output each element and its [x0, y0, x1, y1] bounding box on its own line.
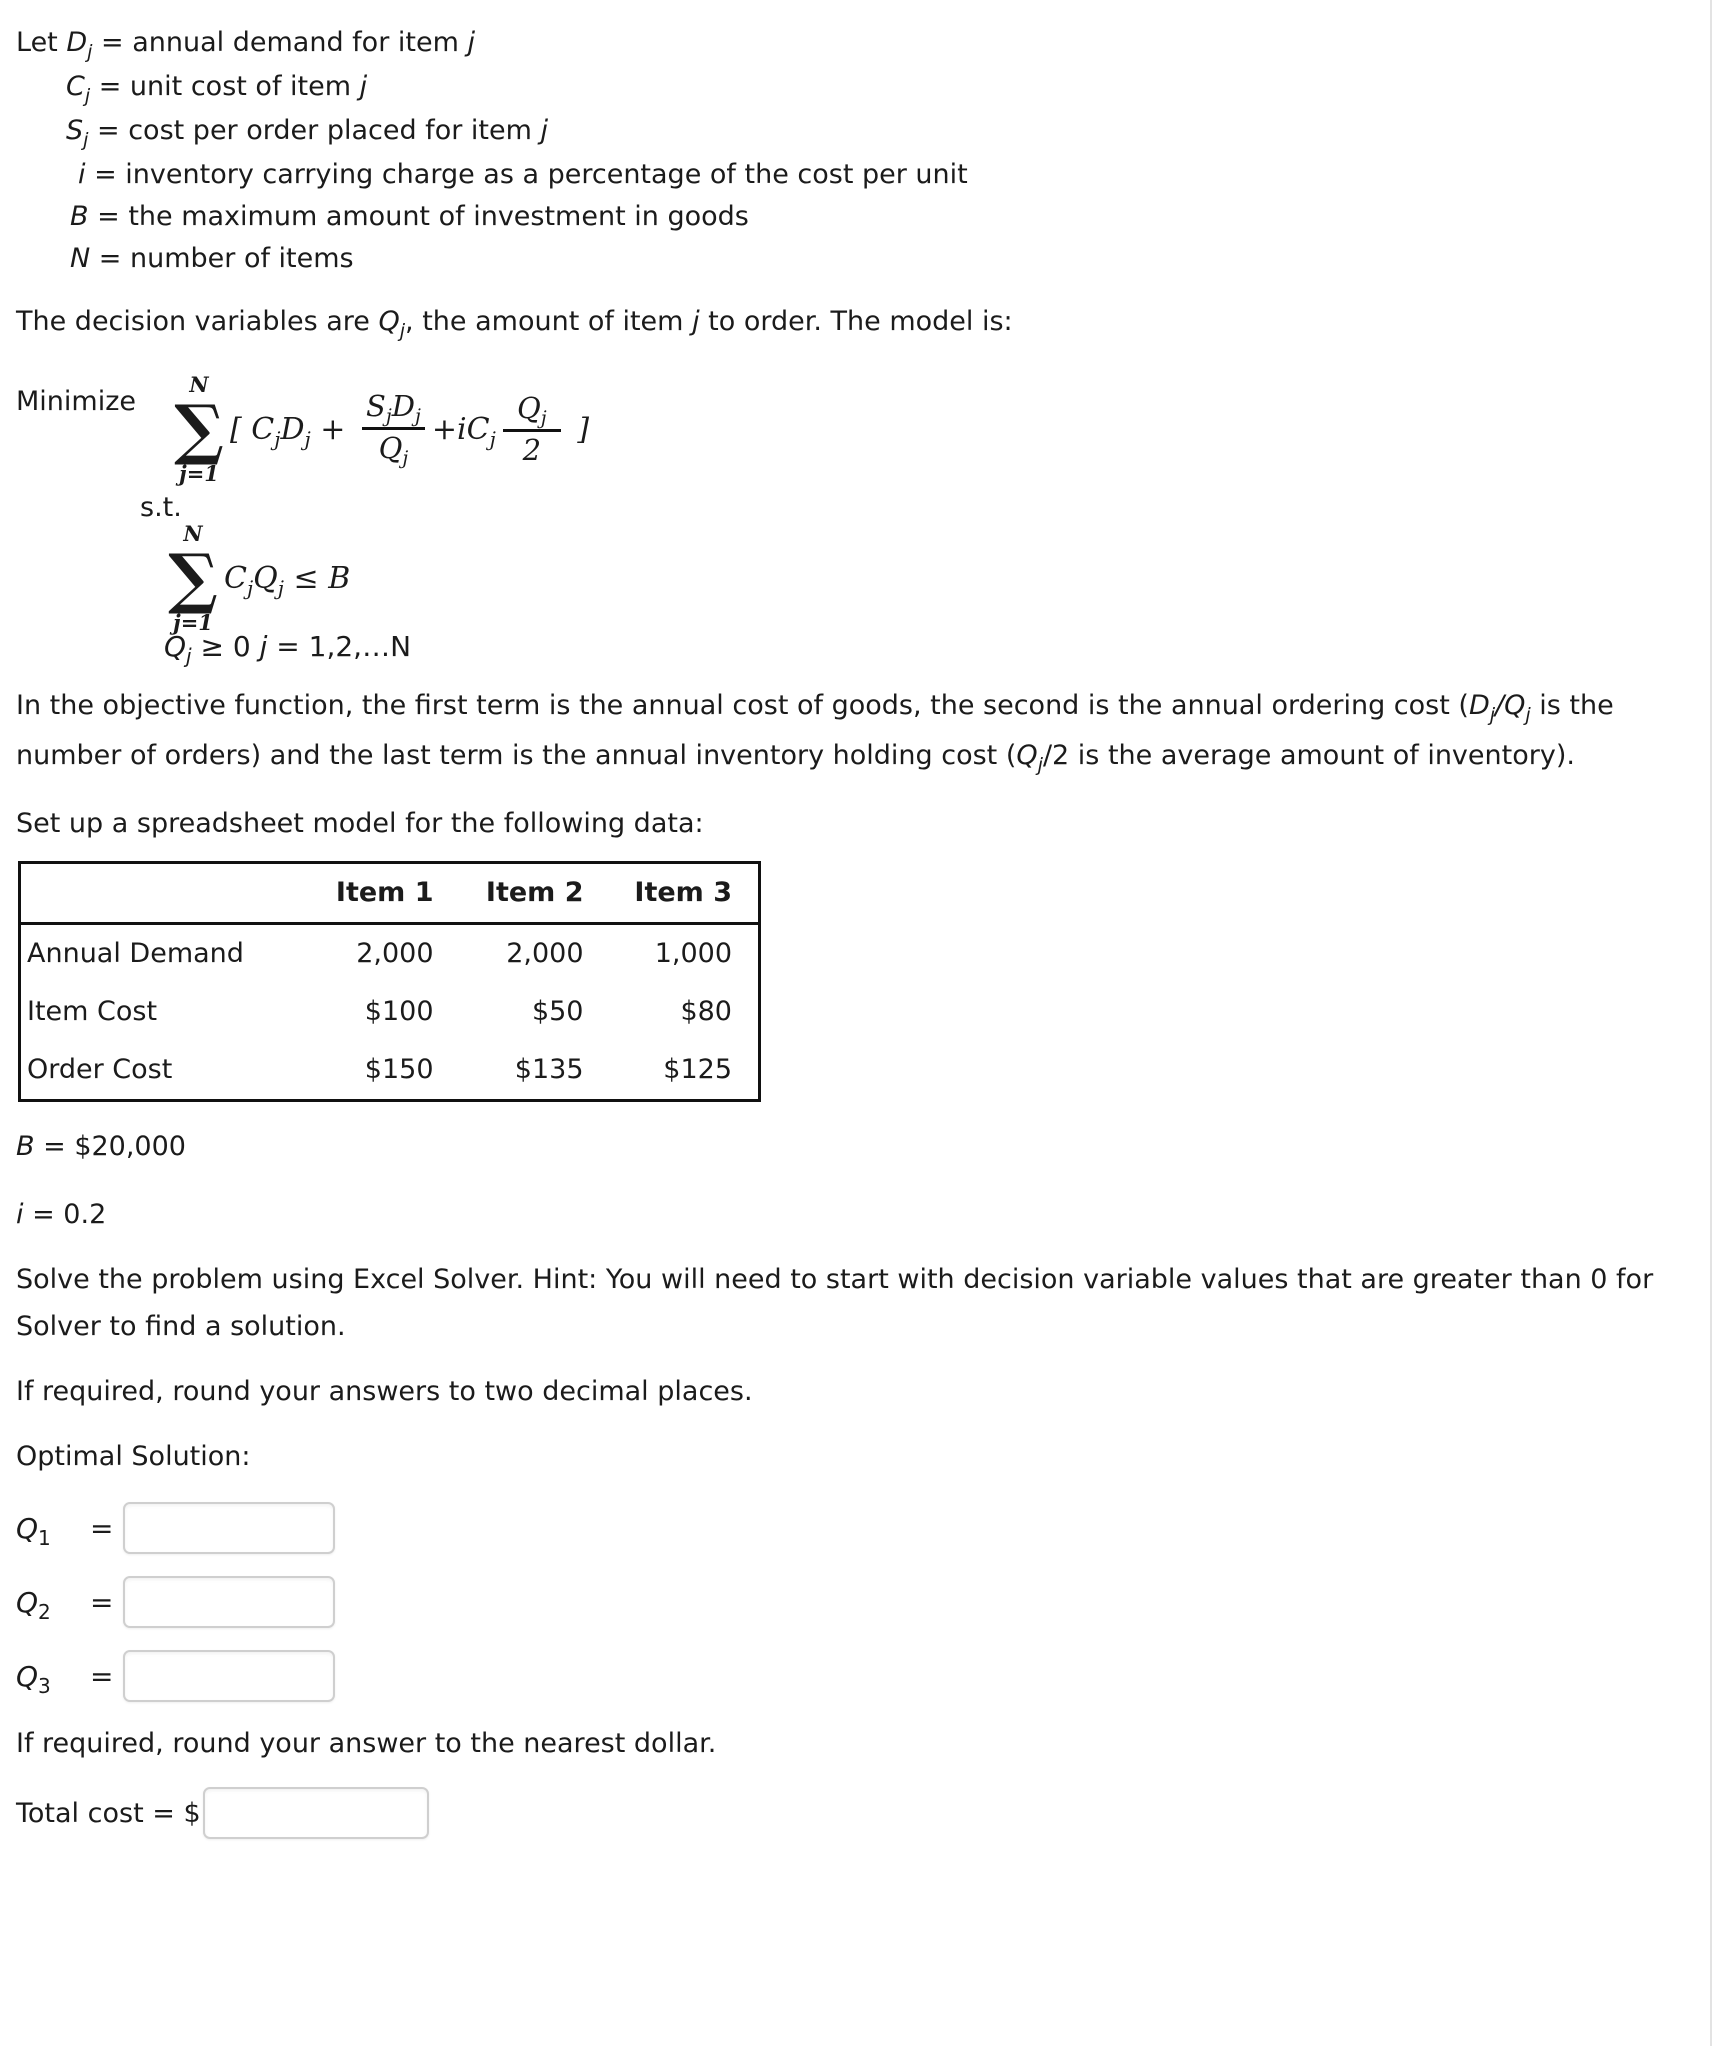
summation-symbol-constraint: [162, 521, 224, 635]
subscript-j: j: [87, 41, 93, 63]
constraint-C-sub: j: [246, 575, 254, 600]
table-row: [20, 1041, 760, 1101]
cell-order-cost-item-2: $135: [514, 1054, 584, 1085]
sigma-glyph-constraint: ∑: [168, 539, 218, 617]
parameter-value-i: = 0.2: [23, 1199, 107, 1230]
symbol-N: N: [70, 243, 91, 274]
subject-to-label: s.t.: [140, 492, 182, 523]
parameter-budget: [16, 1124, 1684, 1170]
objective-explanation-paragraph: [16, 682, 1684, 782]
fraction-numerator-SD: [362, 388, 425, 427]
definition-line-S: [16, 110, 1684, 154]
subscript-j: j: [83, 129, 89, 151]
item-data-table: [18, 861, 761, 1102]
parameter-symbol-i: i: [16, 1199, 24, 1230]
symbol-B: B: [70, 201, 89, 232]
italic-j-S: j: [540, 115, 548, 146]
table-header-row: [20, 863, 760, 924]
answer-input-q1[interactable]: [123, 1502, 335, 1554]
optimal-solution-label: Optimal Solution:: [16, 1441, 251, 1472]
symbol-S: S: [66, 115, 84, 146]
term-D-sub: j: [304, 426, 311, 451]
definition-text-N: = number of items: [90, 243, 354, 274]
nonneg-Q-sub: j: [186, 644, 192, 668]
definition-text-S: = cost per order placed for item: [88, 115, 541, 146]
definition-line-i: [16, 154, 1684, 196]
table-corner-cell: [20, 863, 310, 924]
equals-sign-q2: =: [90, 1585, 114, 1619]
constraint-Q-sub: j: [277, 575, 284, 600]
plus-sign-1: [311, 412, 355, 447]
num-S: S: [365, 388, 386, 423]
cell-annual-demand-item-2: 2,000: [506, 938, 584, 969]
rounding-note-dollar: If required, round your answer to the nearest dollar.: [16, 1728, 717, 1759]
term-cost-of-goods: [242, 411, 311, 451]
total-cost-input[interactable]: [203, 1787, 429, 1839]
sum-upper-limit-constraint: N: [183, 521, 203, 546]
cell-item-cost-item-1: $100: [364, 996, 434, 1027]
sigma-glyph: ∑: [174, 390, 224, 468]
answer-subscript-q2: 2: [38, 1599, 51, 1624]
row-label-order-cost: Order Cost: [27, 1054, 173, 1085]
nonneg-j: j: [259, 630, 268, 663]
term-C-sub: j: [274, 426, 281, 451]
plus-sign-2: [432, 412, 457, 447]
parameter-carrying-charge: [16, 1192, 1684, 1238]
objective-bracket-close: [568, 412, 589, 447]
fraction-denominator-2: 2: [522, 432, 542, 467]
budget-constraint: [162, 521, 351, 635]
cell-item-cost-item-2: $50: [531, 996, 584, 1027]
table-row: [20, 924, 760, 984]
num-S-sub: j: [385, 404, 392, 427]
total-cost-label: Total cost = $: [16, 1797, 201, 1829]
answer-symbol-q1: Q: [16, 1511, 39, 1545]
rounding-note-decimals: If required, round your answers to two decimal places.: [16, 1376, 753, 1407]
symbol-i: i: [78, 159, 86, 190]
cell-order-cost-item-3: $125: [663, 1054, 732, 1085]
cell-order-cost-item-1: $150: [364, 1054, 434, 1085]
decision-text-2: , the amount of item: [405, 306, 693, 337]
let-prefix: Let: [16, 27, 67, 58]
constraint-relation: ≤: [293, 560, 319, 596]
italic-j-C: j: [359, 71, 368, 102]
explain-Q: Q: [1504, 690, 1526, 721]
objective-function: [168, 374, 589, 484]
fraction-average-inventory: [503, 390, 561, 467]
italic-j-D: j: [467, 27, 475, 58]
objective-bracket-open: [: [230, 411, 242, 447]
decision-text-1: The decision variables are: [16, 306, 379, 337]
equals-sign-q3: =: [90, 1659, 114, 1693]
decision-var-j: j: [692, 306, 700, 337]
term-C2: C: [466, 411, 490, 447]
num-Q: Q: [516, 390, 541, 425]
den-Q: Q: [378, 430, 403, 465]
decision-variables-paragraph: [16, 298, 1684, 348]
nonneg-relation: ≥ 0: [191, 630, 260, 663]
term-holding-cost: [457, 411, 496, 451]
definition-text-B: = the maximum amount of investment in goods: [88, 201, 749, 232]
term-D: D: [280, 411, 305, 447]
answer-row-q3: [16, 1650, 1684, 1702]
optimization-model: [16, 372, 1684, 668]
explain-text-3: /2 is the average amount of inventory).: [1042, 740, 1575, 771]
cell-annual-demand-item-3: 1,000: [654, 938, 732, 969]
explain-Q-sub: j: [1525, 704, 1531, 726]
sum-lower-limit: j=1: [179, 461, 219, 486]
definition-text-i: = inventory carrying charge as a percentage of the cost per unit: [85, 159, 968, 190]
num-D: D: [391, 388, 415, 423]
bracket-close: ]: [577, 411, 590, 447]
explain-D-sub: j: [1489, 704, 1496, 726]
definition-text-C: = unit cost of item: [90, 71, 360, 102]
fraction-ordering-cost: [362, 388, 425, 469]
cell-item-cost-item-3: $80: [680, 996, 732, 1027]
constraint-rhs-B: B: [328, 560, 351, 596]
plus-1: +: [320, 411, 346, 447]
fraction-numerator-Q: [513, 390, 551, 429]
answer-symbol-q3: Q: [16, 1659, 39, 1693]
summation-symbol-objective: [168, 372, 230, 486]
decision-var-Q-sub: j: [399, 320, 406, 342]
explain-Q2-sub: j: [1037, 754, 1043, 776]
table-head: [20, 863, 760, 924]
symbol-C: C: [66, 71, 85, 102]
column-header-item-1: Item 1: [310, 863, 460, 924]
num-Q-sub: j: [540, 406, 547, 429]
plus-2: +: [431, 411, 458, 447]
nonnegativity-constraint: [164, 630, 412, 668]
table-body: [20, 924, 760, 1101]
explain-D: D: [1468, 690, 1490, 721]
row-label-item-cost: Item Cost: [27, 996, 158, 1027]
symbol-D: D: [66, 27, 88, 58]
term-C2-sub: j: [489, 426, 496, 451]
answer-subscript-q3: 3: [38, 1673, 51, 1698]
setup-prompt: Set up a spreadsheet model for the following data:: [16, 808, 704, 839]
answer-row-q1: [16, 1502, 1684, 1554]
constraint-Q: Q: [253, 560, 278, 596]
answer-subscript-q1: 1: [38, 1525, 51, 1550]
definition-line-C: [16, 66, 1684, 110]
decision-text-3: to order. The model is:: [699, 306, 1013, 337]
constraint-C: C: [224, 560, 247, 596]
term-i: i: [457, 411, 467, 447]
answer-label-q3: [16, 1659, 90, 1698]
cell-annual-demand-item-1: 2,000: [356, 938, 434, 969]
solve-instruction: Solve the problem using Excel Solver. Hint: You will need to start with decision variable values that are greater than 0 for Solver to find a solution.: [16, 1264, 1654, 1342]
minimize-label: Minimize: [16, 386, 136, 417]
nonneg-range: = 1,2,…N: [267, 630, 412, 663]
term-C: C: [251, 411, 275, 447]
den-Q-sub: j: [402, 446, 409, 469]
decision-var-Q: Q: [378, 306, 400, 337]
num-D-sub: j: [414, 404, 421, 427]
column-header-item-3: Item 3: [610, 863, 760, 924]
subscript-j: j: [84, 85, 91, 107]
explain-Q2: Q: [1016, 740, 1038, 771]
explain-text-1: In the objective function, the first term is the annual cost of goods, the second is the annual ordering cost (: [16, 690, 1469, 721]
column-header-item-2: Item 2: [460, 863, 610, 924]
nonneg-Q: Q: [164, 630, 187, 663]
definition-line-D: [16, 22, 1684, 66]
definition-line-B: [16, 196, 1684, 238]
sum-upper-limit: N: [189, 372, 209, 397]
definition-text-D: = annual demand for item: [92, 27, 468, 58]
answer-input-q3[interactable]: [123, 1650, 335, 1702]
total-cost-row: [16, 1787, 1684, 1839]
parameter-symbol-B: B: [16, 1131, 35, 1162]
row-label-annual-demand: Annual Demand: [27, 938, 244, 969]
answer-label-q2: [16, 1585, 90, 1624]
table-row: [20, 983, 760, 1041]
definition-line-N: [16, 238, 1684, 280]
answer-input-q2[interactable]: [123, 1576, 335, 1628]
parameter-value-B: = $20,000: [34, 1131, 186, 1162]
answer-label-q1: [16, 1511, 90, 1550]
definition-list: [16, 22, 1684, 280]
answer-row-q2: [16, 1576, 1684, 1628]
fraction-denominator-Q: [375, 430, 413, 468]
constraint-expression: [224, 560, 351, 600]
equals-sign-q1: =: [90, 1511, 114, 1545]
answer-symbol-q2: Q: [16, 1585, 39, 1619]
data-table-wrapper: [16, 861, 1684, 1102]
sum-lower-limit-constraint: j=1: [173, 610, 213, 635]
explain-slash: /: [1495, 690, 1505, 721]
explain-text-2: is the number of orders) and the last term is the annual inventory holding cost (: [16, 690, 1614, 771]
